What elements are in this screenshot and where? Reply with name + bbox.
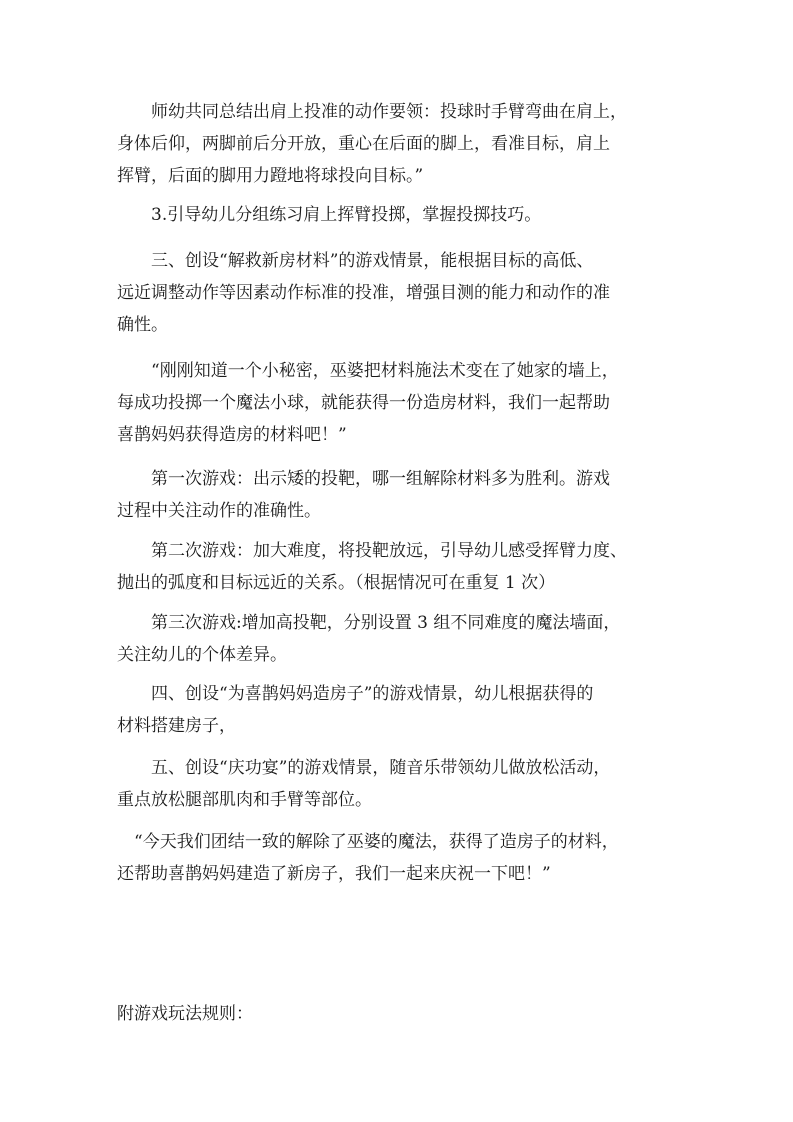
paragraph-game-1 xyxy=(117,463,689,527)
text-line: 五、创设“庆功宴”的游戏情景，随音乐带领幼儿做放松活动， xyxy=(117,758,611,778)
text-line: 3.引导幼儿分组练习肩上挥臂投掷，掌握投掷技巧。 xyxy=(117,205,542,225)
text-line: 喜鹊妈妈获得造房的材料吧！” xyxy=(117,425,347,445)
text-line: 远近调整动作等因素动作标准的投准，增强目测的能力和动作的准 xyxy=(117,283,610,303)
text-line: 师幼共同总结出肩上投准的动作要领：投球时手臂弯曲在肩上， xyxy=(117,102,627,122)
text-line: 过程中关注动作的准确性。 xyxy=(117,501,321,521)
paragraph-section-3 xyxy=(117,245,689,341)
paragraph-appendix xyxy=(117,998,689,1030)
text-line: 三、创设“解救新房材料”的游戏情景，能根据目标的高低、 xyxy=(117,251,594,271)
text-line: 确性。 xyxy=(117,315,168,335)
text-line: 附游戏玩法规则： xyxy=(117,1004,253,1024)
text-line: “刚刚知道一个小秘密，巫婆把材料施法术变在了她家的墙上， xyxy=(117,361,619,381)
paragraph-section-4 xyxy=(117,678,689,742)
text-line: “今天我们团结一致的解除了巫婆的魔法，获得了造房子的材料， xyxy=(117,832,619,852)
paragraph-section-5 xyxy=(117,752,689,816)
paragraph-quote-1 xyxy=(117,355,689,451)
text-line: 材料搭建房子， xyxy=(117,716,236,736)
text-line: 四、创设“为喜鹊妈妈造房子”的游戏情景，幼儿根据获得的 xyxy=(117,684,594,704)
text-line: 每成功投掷一个魔法小球，就能获得一份造房材料，我们一起帮助 xyxy=(117,393,610,413)
paragraph-summary xyxy=(117,96,689,192)
text-line: 重点放松腿部肌肉和手臂等部位。 xyxy=(117,790,372,810)
paragraph-game-3 xyxy=(117,607,689,671)
paragraph-step-3 xyxy=(117,199,689,231)
paragraph-quote-2 xyxy=(117,826,689,890)
text-line: 第三次游戏:增加高投靶，分别设置 3 组不同难度的魔法墙面， xyxy=(117,613,621,633)
text-line: 身体后仰，两脚前后分开放，重心在后面的脚上，看准目标，肩上 xyxy=(117,134,610,154)
text-line: 还帮助喜鹊妈妈建造了新房子，我们一起来庆祝一下吧！” xyxy=(117,864,551,884)
text-line: 第二次游戏：加大难度，将投靶放远，引导幼儿感受挥臂力度、 xyxy=(117,541,627,561)
text-line: 抛出的弧度和目标远近的关系。（根据情况可在重复 1 次） xyxy=(117,573,556,593)
paragraph-game-2 xyxy=(117,535,689,599)
text-line: 挥臂，后面的脚用力蹬地将球投向目标。” xyxy=(117,166,424,186)
text-line: 关注幼儿的个体差异。 xyxy=(117,645,287,665)
text-line: 第一次游戏：出示矮的投靶，哪一组解除材料多为胜利。游戏 xyxy=(117,469,610,489)
